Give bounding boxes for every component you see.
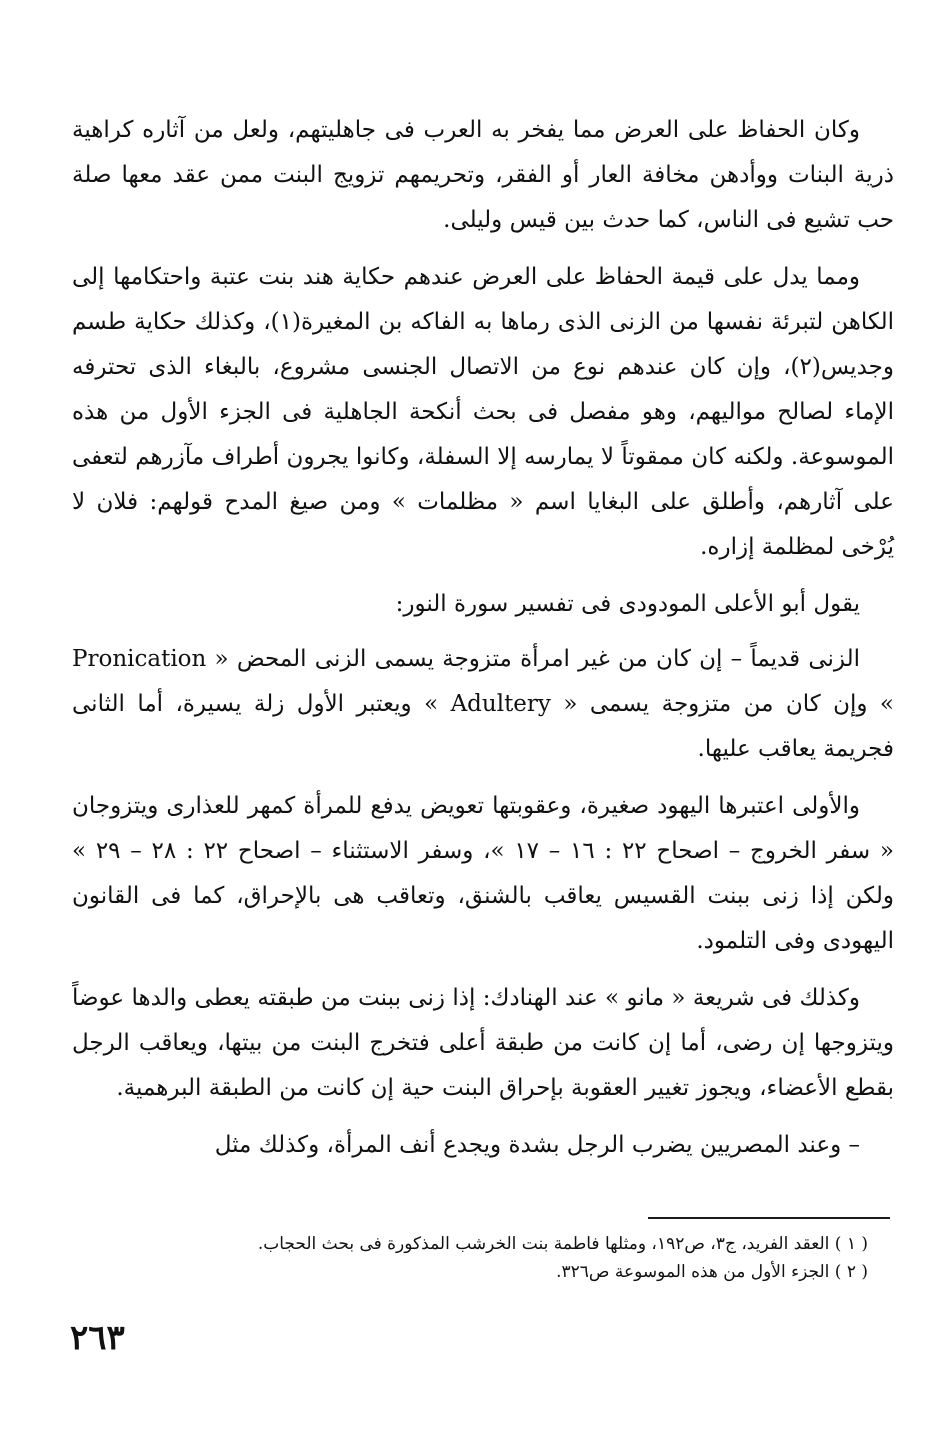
main-text: [72, 108, 894, 1180]
page-number: ٢٦٣: [70, 1318, 125, 1358]
paragraph-honor-pride: وكان الحفاظ على العرض مما يفخر به العرب فى جاهليتهم، ولعل من آثاره كراهية ذرية البنات ووأدهن مخافة العار أو الفقر، وتحريمهم تزويج البنت ممن عقد معها صلة حب تشيع فى الناس، كما حدث بين قيس وليلى.: [72, 117, 894, 233]
footnote-2: ( ٢ ) الجزء الأول من هذه الموسوعة ص٣٢٦.: [556, 1262, 868, 1282]
paragraph-zina-definition: الزنى قديماً – إن كان من غير امرأة متزوجة يسمى الزنى المحض « Pronication » وإن كان من متزوجة يسمى « Adultery » ويعتبر الأول زلة يسيرة، أما الثانى فجريمة يعاقب عليها.: [72, 646, 894, 762]
footnote-divider: [648, 1217, 890, 1219]
paragraph-manu-law: وكذلك فى شريعة « مانو » عند الهنادك: إذا زنى ببنت من طبقته يعطى والدها عوضاً ويتزوجها إن رضى، أما إن كانت من طبقة أعلى فتخرج البنت من بيتها، ويعاقب الرجل بقطع الأعضاء، ويجوز تغيير العقوبة بإحراق البنت حية إن كانت من الطبقة البرهمية.: [72, 985, 894, 1101]
paragraph-jewish-law: والأولى اعتبرها اليهود صغيرة، وعقوبتها تعويض يدفع للمرأة كمهر للعذارى ويتزوجان « سفر الخروج – اصحاح ٢٢ : ١٦ – ١٧ »، وسفر الاستثناء – اصحاح ٢٢ : ٢٨ – ٢٩ » ولكن إذا زنى ببنت القسيس يعاقب بالشنق، وتعاقب هى بالإحراق، كما فى القانون اليهودى وفى التلمود.: [72, 793, 895, 954]
paragraph-egyptians: – وعند المصريين يضرب الرجل بشدة ويجدع أنف المرأة، وكذلك مثل: [214, 1132, 860, 1158]
footnote-1: ( ١ ) العقد الفريد، ج٣، ص١٩٢، ومثلها فاطمة بنت الخرشب المذكورة فى بحث الحجاب.: [257, 1234, 868, 1254]
footnotes: [72, 1230, 868, 1286]
paragraph-mawdudi-intro: يقول أبو الأعلى المودودى فى تفسير سورة النور:: [395, 591, 860, 617]
paragraph-hind-bint-utba: ومما يدل على قيمة الحفاظ على العرض عندهم حكاية هند بنت عتبة واحتكامها إلى الكاهن لتبرئة نفسها من الزنى الذى رماها به الفاكه بن المغيرة(١)، وكذلك حكاية طسم وجديس(٢)، وإن كان عندهم نوع من الاتصال الجنسى مشروع، بالبغاء الذى تحترفه الإماء لصالح مواليهم، وهو مفصل فى بحث أنكحة الجاهلية فى الجزء الأول من هذه الموسوعة. ولكنه كان ممقوتاً لا يمارسه إلا السفلة، وكانوا يجرون أطراف مآزرهم لتعفى على آثارهم، وأطلق على البغايا اسم « مظلمات » ومن صيغ المدح قولهم: فلان لا يُرْخى لمظلمة إزاره.: [72, 264, 894, 560]
